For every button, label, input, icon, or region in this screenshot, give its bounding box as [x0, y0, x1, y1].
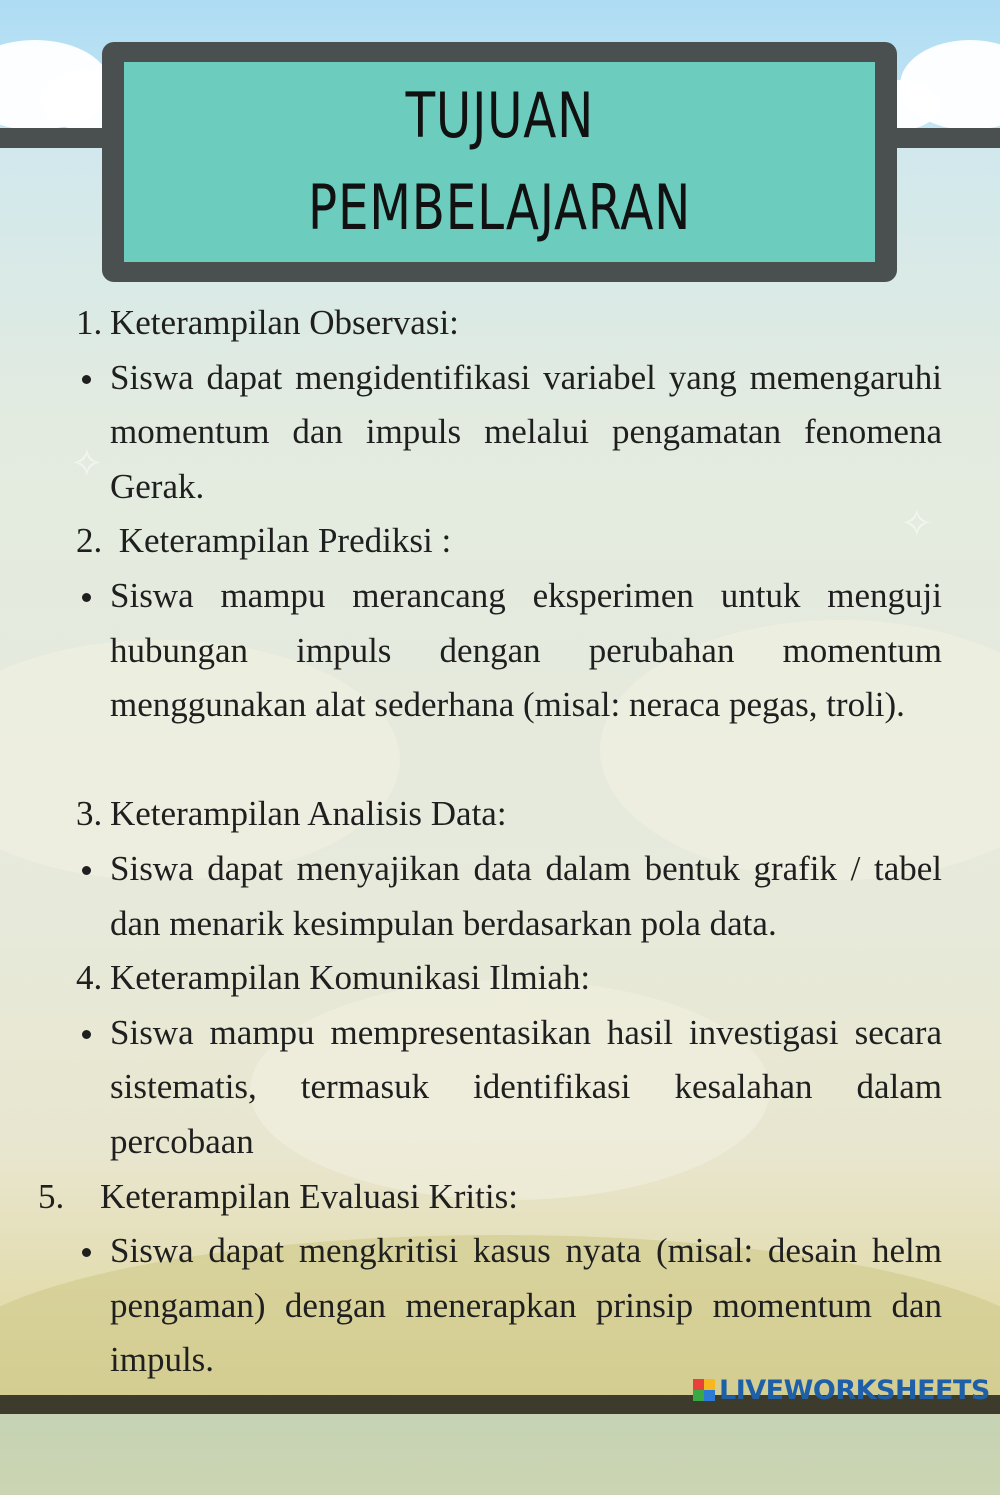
bullet-dot-icon — [82, 1030, 91, 1039]
title-box — [124, 62, 875, 262]
section-bullet — [110, 842, 942, 951]
bullet-dot-icon — [82, 866, 91, 875]
section-title: Keterampilan Observasi: — [110, 303, 459, 342]
section-title: Keterampilan Komunikasi Ilmiah: — [110, 958, 591, 998]
section-number: 4. — [76, 958, 103, 998]
section-bullet — [110, 1224, 942, 1388]
section-title: Keterampilan Evaluasi Kritis: — [100, 1176, 518, 1216]
section-number: 2. — [76, 521, 103, 561]
section-heading — [76, 951, 590, 1006]
section-heading — [38, 1170, 518, 1225]
section-number: 5. — [38, 1176, 65, 1216]
bullet-text: Siswa mampu merancang eksperimen untuk menguji hubungan impuls dengan perubahan momentum menggunakan alat sederhana (misal: neraca pegas, troli). — [110, 576, 942, 725]
title-line-2: PEMBELAJARAN — [307, 171, 692, 244]
section-heading — [76, 787, 507, 842]
section-number: 1. — [76, 303, 103, 342]
bullet-dot-icon — [82, 1248, 91, 1257]
bird-icon: ✧ — [70, 441, 104, 486]
frame-bar-right — [880, 128, 1000, 148]
bullet-text: Siswa dapat menyajikan data dalam bentuk grafik / tabel dan menarik kesimpulan berdasarkan pola data. — [110, 849, 942, 943]
bullet-text: Siswa mampu mempresentasikan hasil investigasi secara sistematis, termasuk identifikasi kesalahan dalam percobaan — [110, 1012, 942, 1161]
section-title: Keterampilan Prediksi : — [110, 521, 452, 561]
section-bullet — [110, 351, 942, 515]
bullet-dot-icon — [82, 375, 91, 384]
bullet-text: Siswa dapat mengidentifikasi variabel yang memengaruhi momentum dan impuls melalui pengamatan fenomena Gerak. — [110, 357, 942, 506]
section-heading — [76, 296, 459, 351]
watermark-text: LIVEWORKSHEETS — [719, 1374, 990, 1406]
title-banner — [102, 42, 897, 282]
section-title: Keterampilan Analisis Data: — [110, 794, 507, 834]
bullet-dot-icon — [82, 593, 91, 602]
title-line-1: TUJUAN — [405, 79, 594, 152]
section-bullet — [110, 1006, 942, 1170]
liveworksheets-logo-icon — [693, 1379, 715, 1401]
bird-icon: ✧ — [900, 501, 934, 546]
section-heading — [76, 514, 451, 569]
bullet-text: Siswa dapat mengkritisi kasus nyata (misal: desain helm pengaman) dengan menerapkan prinsip momentum dan impuls. — [110, 1231, 942, 1380]
section-number: 3. — [76, 794, 103, 834]
section-bullet — [110, 569, 942, 733]
liveworksheets-watermark[interactable] — [693, 1372, 990, 1408]
